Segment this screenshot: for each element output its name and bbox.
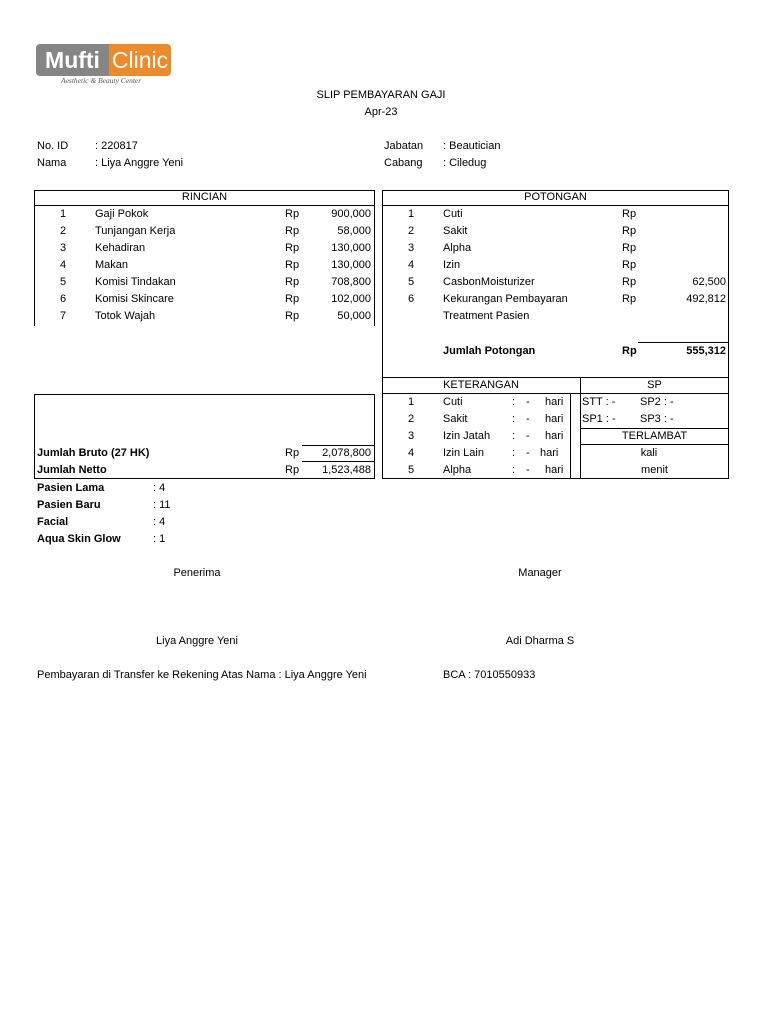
rincian-item-label: Komisi Skincare (95, 293, 174, 305)
potongan-item-currency: Rp (622, 259, 637, 271)
patient-value: : 4 (153, 516, 166, 528)
rincian-item-number: 2 (59, 225, 67, 237)
employee-position-value: : Beautician (443, 140, 501, 152)
potongan-total-row (0, 343, 768, 359)
totals-border-bottom (34, 478, 375, 479)
receiver-title: Penerima (173, 567, 221, 579)
bruto-currency: Rp (285, 447, 300, 459)
logo-word-mufti: Mufti (36, 44, 109, 76)
terlambat-minutes-unit: menit (641, 464, 668, 476)
potongan-item-label: Sakit (443, 225, 468, 237)
keterangan-item-unit: hari (540, 447, 559, 459)
keterangan-row (0, 462, 768, 478)
rincian-item-amount: 708,800 (331, 276, 371, 288)
potongan-row (0, 240, 768, 256)
manager-title: Manager (518, 567, 562, 579)
keterangan-item-value: - (526, 413, 530, 425)
rincian-item-label: Totok Wajah (95, 310, 156, 322)
keterangan-row (0, 428, 768, 444)
keterangan-row (0, 394, 768, 410)
patient-row (0, 514, 768, 530)
potongan-item-currency: Rp (622, 276, 637, 288)
keterangan-header: KETERANGAN (443, 379, 519, 391)
rincian-item-currency: Rp (285, 276, 300, 288)
rincian-item-currency: Rp (285, 293, 300, 305)
rincian-item-label: Komisi Tindakan (95, 276, 176, 288)
patient-label: Pasien Baru (37, 499, 101, 511)
rincian-item-amount: 50,000 (337, 310, 371, 322)
keterangan-item-value: - (526, 447, 530, 459)
keterangan-row (0, 411, 768, 427)
page-title: SLIP PEMBAYARAN GAJI (316, 89, 446, 101)
rincian-item-amount: 130,000 (331, 259, 371, 271)
rincian-item-number: 3 (59, 242, 67, 254)
employee-name-value: : Liya Anggre Yeni (95, 157, 184, 169)
potongan-item-label: Izin (443, 259, 461, 271)
potongan-item-label-line2: Treatment Pasien (443, 310, 530, 322)
patient-label: Aqua Skin Glow (37, 533, 121, 545)
keterangan-item-value: - (526, 464, 530, 476)
potongan-item-currency: Rp (622, 242, 637, 254)
patient-label: Pasien Lama (37, 482, 105, 494)
potongan-item-number: 5 (407, 276, 415, 288)
keterangan-item-separator: : (512, 430, 516, 442)
bruto-label: Jumlah Bruto (27 HK) (37, 447, 150, 459)
potongan-item-amount: 62,500 (692, 276, 726, 288)
keterangan-border-bottom (382, 478, 729, 479)
rincian-item-label: Tunjangan Kerja (95, 225, 176, 237)
rincian-item-label: Makan (95, 259, 129, 271)
keterangan-item-number: 5 (407, 464, 415, 476)
rincian-item-currency: Rp (285, 310, 300, 322)
keterangan-item-number: 4 (407, 447, 415, 459)
netto-label: Jumlah Netto (37, 464, 107, 476)
potongan-row (0, 223, 768, 239)
logo-tagline: Aesthetic & Beauty Center (61, 76, 142, 85)
keterangan-item-label: Sakit (443, 413, 468, 425)
potongan-item-amount: 492,812 (686, 293, 726, 305)
rincian-item-number: 4 (59, 259, 67, 271)
potongan-header: POTONGAN (524, 191, 587, 203)
potongan-item-number: 4 (407, 259, 415, 271)
potongan-row-continuation (0, 308, 768, 324)
potongan-item-label: Alpha (443, 242, 472, 254)
potongan-total-label: Jumlah Potongan (443, 345, 536, 357)
keterangan-item-label: Cuti (443, 396, 463, 408)
terlambat-count-unit: kali (640, 447, 658, 459)
sp-sp2: SP2 : - (640, 396, 674, 408)
rincian-item-label: Kehadiran (95, 242, 146, 254)
pay-period: Apr-23 (364, 106, 398, 118)
keterangan-item-number: 3 (407, 430, 415, 442)
patient-value: : 4 (153, 482, 166, 494)
potongan-item-label: CasbonMoisturizer (443, 276, 535, 288)
rincian-item-amount: 102,000 (331, 293, 371, 305)
rincian-header: RINCIAN (181, 191, 228, 203)
keterangan-item-label: Alpha (443, 464, 472, 476)
potongan-item-number: 1 (407, 208, 415, 220)
patient-label: Facial (37, 516, 69, 528)
keterangan-item-value: - (526, 396, 530, 408)
keterangan-item-label: Izin Jatah (443, 430, 491, 442)
netto-amount: 1,523,488 (322, 464, 371, 476)
bank-account: BCA : 7010550933 (443, 669, 536, 681)
patient-value: : 11 (153, 499, 171, 511)
keterangan-row (0, 445, 768, 461)
employee-branch-value: : Ciledug (443, 157, 487, 169)
netto-currency: Rp (285, 464, 300, 476)
clinic-logo (36, 44, 171, 76)
potongan-row (0, 274, 768, 290)
rincian-item-amount: 58,000 (337, 225, 371, 237)
potongan-item-number: 2 (407, 225, 415, 237)
keterangan-item-unit: hari (545, 396, 564, 408)
rincian-item-number: 1 (59, 208, 67, 220)
potongan-item-number: 3 (407, 242, 415, 254)
bruto-amount: 2,078,800 (322, 447, 371, 459)
keterangan-item-value: - (526, 430, 530, 442)
keterangan-item-separator: : (512, 447, 516, 459)
patient-row (0, 480, 768, 496)
potongan-item-currency: Rp (622, 293, 637, 305)
employee-branch-label: Cabang (384, 157, 423, 169)
potongan-item-currency: Rp (622, 225, 637, 237)
rincian-item-currency: Rp (285, 208, 300, 220)
sp-stt: STT : - (582, 396, 616, 408)
rincian-item-number: 7 (59, 310, 67, 322)
transfer-note: Pembayaran di Transfer ke Rekening Atas Nama : Liya Anggre Yeni (37, 669, 367, 681)
keterangan-item-separator: : (512, 413, 516, 425)
sp-header: SP (647, 379, 662, 391)
rincian-item-currency: Rp (285, 225, 300, 237)
keterangan-item-number: 1 (407, 396, 415, 408)
employee-id-label: No. ID (37, 140, 69, 152)
potongan-item-currency: Rp (622, 208, 637, 220)
potongan-row (0, 291, 768, 307)
sp-sp1: SP1 : - (582, 413, 616, 425)
patient-value: : 1 (153, 533, 166, 545)
rincian-item-amount: 900,000 (331, 208, 371, 220)
sp-sp3: SP3 : - (640, 413, 674, 425)
terlambat-header: TERLAMBAT (621, 430, 688, 442)
keterangan-item-number: 2 (407, 413, 415, 425)
employee-name-label: Nama (37, 157, 67, 169)
potongan-total-amount: 555,312 (686, 345, 726, 357)
manager-name: Adi Dharma S (505, 635, 575, 647)
keterangan-item-label: Izin Lain (443, 447, 484, 459)
employee-position-label: Jabatan (384, 140, 424, 152)
employee-id-value: : 220817 (95, 140, 138, 152)
rincian-item-number: 6 (59, 293, 67, 305)
rincian-item-currency: Rp (285, 242, 300, 254)
receiver-name: Liya Anggre Yeni (156, 635, 238, 647)
potongan-item-label: Cuti (443, 208, 463, 220)
potongan-total-currency: Rp (622, 345, 637, 357)
patient-row (0, 531, 768, 547)
patient-row (0, 497, 768, 513)
potongan-row (0, 257, 768, 273)
keterangan-item-separator: : (512, 464, 516, 476)
potongan-item-label: Kekurangan Pembayaran (443, 293, 568, 305)
keterangan-item-unit: hari (545, 430, 564, 442)
keterangan-item-separator: : (512, 396, 516, 408)
potongan-item-number: 6 (407, 293, 415, 305)
rincian-item-amount: 130,000 (331, 242, 371, 254)
rincian-item-currency: Rp (285, 259, 300, 271)
rincian-item-number: 5 (59, 276, 67, 288)
keterangan-item-unit: hari (545, 413, 564, 425)
keterangan-item-unit: hari (545, 464, 564, 476)
rincian-item-label: Gaji Pokok (95, 208, 149, 220)
potongan-row (0, 206, 768, 222)
logo-word-clinic: Clinic (109, 44, 171, 76)
